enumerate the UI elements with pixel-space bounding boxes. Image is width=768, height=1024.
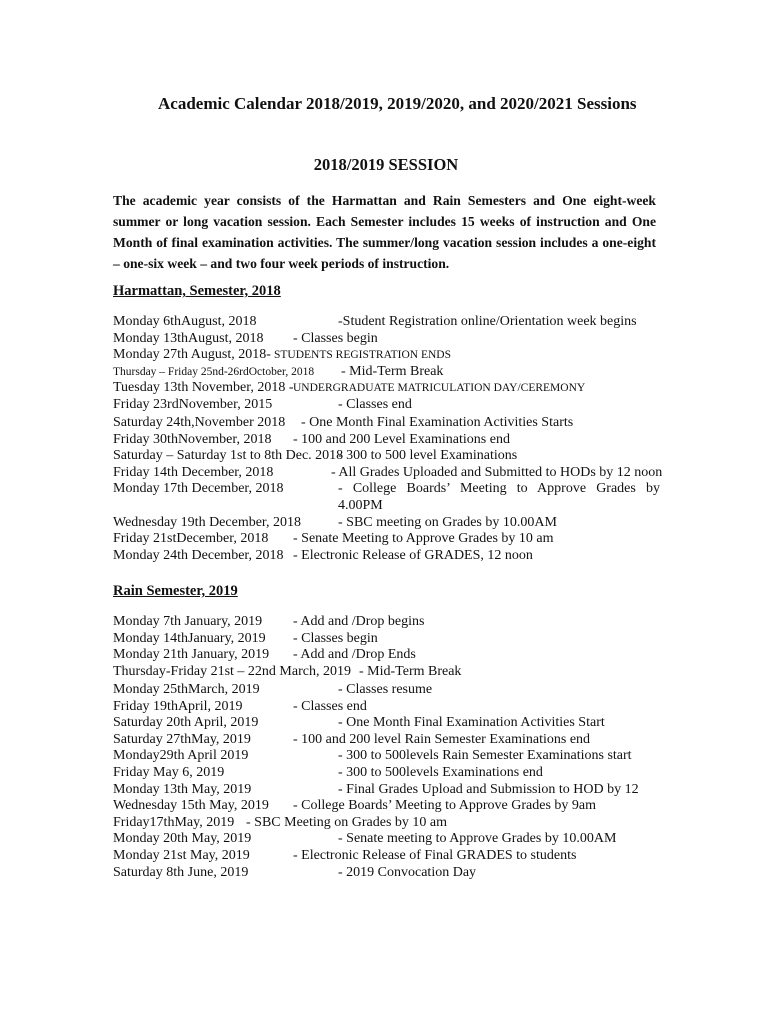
event-description: - SBC Meeting on Grades by 10 am	[246, 814, 448, 830]
event-date: Friday 23rdNovember, 2015	[113, 397, 273, 412]
event-description: - Mid-Term Break	[341, 363, 444, 379]
event-description: UNDERGRADUATE MATRICULATION DAY/CEREMONY	[293, 382, 586, 395]
event-description: - 2019 Convocation Day	[338, 864, 477, 880]
calendar-event	[113, 831, 673, 848]
event-date: Monday 7th January, 2019	[113, 614, 263, 629]
event-description: - Add and /Drop begins	[293, 614, 425, 629]
event-description: - Classes resume	[338, 682, 433, 697]
calendar-event	[113, 715, 673, 732]
event-date: Saturday 8th June, 2019	[113, 864, 249, 880]
calendar-event	[113, 765, 673, 782]
event-date: Friday 21stDecember, 2018	[113, 531, 269, 547]
calendar-event	[113, 865, 673, 882]
event-date: Monday 13th May, 2019	[113, 781, 252, 797]
event-date: Friday May 6, 2019	[113, 765, 225, 780]
event-description: - One Month Final Examination Activities Starts	[301, 415, 574, 430]
event-date: Wednesday 19th December, 2018	[113, 514, 302, 530]
event-date: Saturday 27thMay, 2019	[113, 731, 251, 747]
harmattan-heading: Harmattan, Semester, 2018	[113, 283, 281, 299]
calendar-event	[113, 364, 673, 381]
event-description: - SBC meeting on Grades by 10.00AM	[338, 514, 557, 530]
event-date: Monday 13thAugust, 2018	[113, 330, 264, 346]
event-description: - Add and /Drop Ends	[293, 647, 416, 663]
calendar-event	[113, 481, 673, 513]
event-date: Monday 6thAugust, 2018	[113, 314, 257, 329]
event-description: - 100 and 200 Level Examinations end	[293, 431, 510, 447]
event-description: - One Month Final Examination Activities Start	[338, 715, 605, 731]
calendar-event	[113, 748, 673, 765]
event-description: - College Boards’ Meeting to Approve Grades by 4.00PM	[338, 481, 660, 513]
event-description: - 300 to 500levels Rain Semester Examinations start	[338, 748, 632, 764]
calendar-event	[113, 515, 673, 532]
event-date: Monday 25thMarch, 2019	[113, 682, 260, 697]
calendar-event	[113, 380, 673, 397]
event-date: Wednesday 15th May, 2019	[113, 798, 269, 814]
calendar-event	[113, 647, 673, 664]
calendar-event	[113, 415, 673, 432]
event-description: - Mid-Term Break	[359, 663, 462, 679]
event-date: Saturday 20th April, 2019	[113, 715, 259, 731]
calendar-event	[113, 432, 673, 449]
event-description: STUDENTS REGISTRATION ENDS	[274, 349, 451, 362]
event-date: Saturday 24th,November 2018	[113, 415, 286, 430]
calendar-event	[113, 815, 673, 832]
calendar-event	[113, 614, 673, 631]
event-date: Monday 20th May, 2019	[113, 831, 252, 847]
event-description: - Electronic Release of GRADES, 12 noon	[293, 547, 533, 563]
calendar-event	[113, 782, 673, 799]
calendar-event	[113, 682, 673, 699]
event-date: Tuesday 13th November, 2018 -	[113, 380, 294, 396]
event-description: - 300 to 500 level Examinations	[338, 448, 518, 464]
calendar-event	[113, 699, 673, 716]
rain-heading: Rain Semester, 2019	[113, 583, 238, 599]
event-description: - Classes end	[293, 698, 367, 714]
event-date: Friday17thMay, 2019	[113, 814, 235, 830]
session-heading: 2018/2019 SESSION	[313, 155, 459, 174]
event-date: Friday 14th December, 2018	[113, 464, 274, 480]
event-description: - All Grades Uploaded and Submitted to HODs by 12 noon	[331, 464, 663, 480]
event-description: - Final Grades Upload and Submission to HOD by 12	[338, 781, 639, 797]
event-date: Monday 14thJanuary, 2019	[113, 630, 266, 646]
event-date: Thursday – Friday 25nd-26rdOctober, 2018	[113, 365, 315, 378]
calendar-event	[113, 631, 673, 648]
calendar-event	[113, 331, 673, 348]
event-date: Monday 24th December, 2018	[113, 547, 284, 563]
event-date: Saturday – Saturday 1st to 8th Dec. 2018	[113, 448, 344, 464]
calendar-event	[113, 314, 673, 331]
event-date: Monday 21st May, 2019	[113, 848, 250, 863]
event-date: Monday 17th December, 2018	[113, 481, 284, 497]
calendar-event	[113, 732, 673, 749]
event-date: Monday 21th January, 2019	[113, 647, 270, 663]
calendar-event	[113, 347, 673, 364]
calendar-event	[113, 448, 673, 465]
calendar-event	[113, 531, 673, 548]
event-description: - Classes begin	[293, 630, 378, 646]
calendar-event	[113, 848, 673, 865]
event-date: Friday 19thApril, 2019	[113, 698, 243, 714]
event-date: Thursday-Friday 21st – 22nd March, 2019	[113, 663, 351, 679]
event-date: Monday 27th August, 2018-	[113, 347, 271, 363]
event-description: - 300 to 500levels Examinations end	[338, 765, 543, 780]
calendar-event	[113, 397, 673, 414]
event-date: Monday29th April 2019	[113, 748, 249, 764]
event-description: - 100 and 200 level Rain Semester Examinations end	[293, 731, 591, 747]
event-description: - College Boards’ Meeting to Approve Grades by 9am	[293, 798, 597, 814]
event-date: Friday 30thNovember, 2018	[113, 431, 272, 447]
intro-paragraph: The academic year consists of the Harmattan and Rain Semesters and One eight-week summer or long vacation session. Each Semester includes 15 weeks of instruction and One Month of final examination activities. The summer/long vacation session includes a one-eight – one-six week – and two four week periods of instruction.	[113, 193, 656, 271]
event-description: - Classes begin	[293, 330, 378, 346]
calendar-event	[113, 465, 673, 482]
event-description: - Classes end	[338, 397, 412, 412]
calendar-event	[113, 664, 673, 681]
calendar-event	[113, 798, 673, 815]
event-description: -Student Registration online/Orientation week begins	[338, 314, 637, 329]
event-description: - Senate Meeting to Approve Grades by 10 am	[293, 531, 554, 547]
event-description: - Electronic Release of Final GRADES to students	[293, 848, 577, 863]
calendar-event	[113, 548, 673, 565]
document-title: Academic Calendar 2018/2019, 2019/2020, and 2020/2021 Sessions	[158, 94, 637, 113]
event-description: - Senate meeting to Approve Grades by 10.00AM	[338, 831, 617, 847]
